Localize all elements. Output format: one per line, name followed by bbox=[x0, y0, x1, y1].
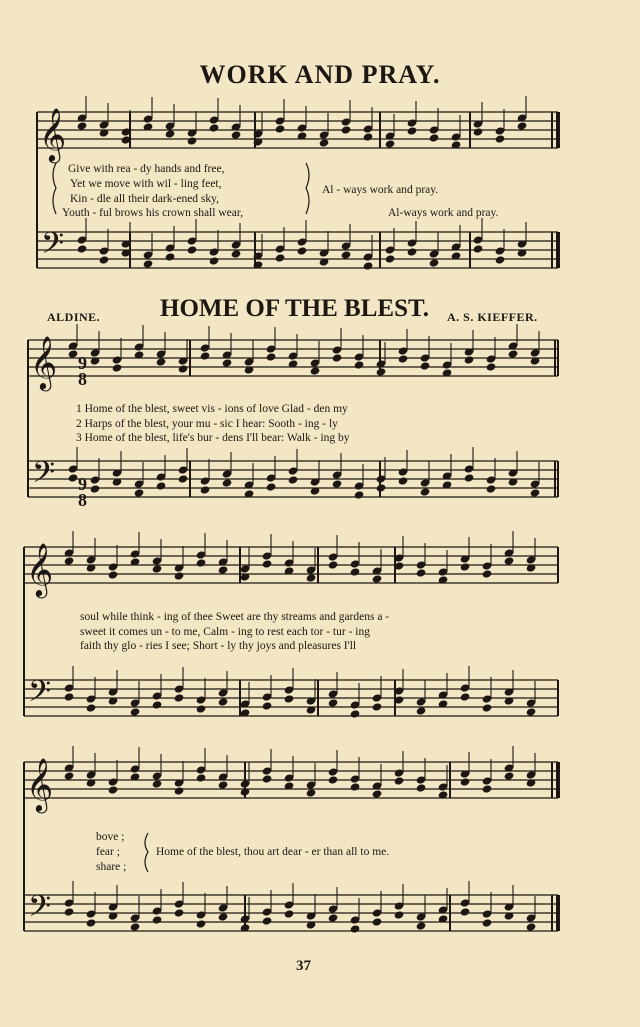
treble-note bbox=[231, 130, 242, 139]
treble-note bbox=[306, 788, 317, 797]
bass-note bbox=[218, 697, 229, 706]
bass-note bbox=[152, 700, 163, 709]
bass-note bbox=[394, 910, 405, 919]
bass-note bbox=[266, 482, 277, 491]
treble-note bbox=[108, 785, 119, 794]
bass-note bbox=[495, 255, 506, 264]
bass-note bbox=[99, 255, 110, 264]
treble-note bbox=[196, 773, 207, 782]
treble-clef: 𝄞 bbox=[39, 107, 67, 161]
bass-note bbox=[86, 918, 97, 927]
bass-note bbox=[332, 479, 343, 488]
bass-note bbox=[134, 488, 145, 497]
treble-note bbox=[306, 573, 317, 582]
bass-note bbox=[288, 475, 299, 484]
bass-note bbox=[222, 478, 233, 487]
bass-note bbox=[143, 259, 154, 268]
bass-note bbox=[354, 490, 365, 499]
treble-note bbox=[350, 567, 361, 576]
bass-note bbox=[200, 485, 211, 494]
treble-note bbox=[178, 364, 189, 373]
bass-note bbox=[473, 244, 484, 253]
treble-note bbox=[363, 132, 374, 141]
bass-note bbox=[464, 473, 475, 482]
treble-note bbox=[416, 783, 427, 792]
treble-note bbox=[341, 125, 352, 134]
bass-note bbox=[231, 249, 242, 258]
verse-brace-2 bbox=[306, 163, 309, 214]
hymn2-tune-name: ALDINE. bbox=[47, 310, 101, 324]
treble-note bbox=[200, 351, 211, 360]
bass-note bbox=[275, 253, 286, 262]
hymn2-ending-3: share ; bbox=[96, 861, 127, 873]
treble-note bbox=[482, 784, 493, 793]
bass-note bbox=[363, 261, 374, 270]
treble-note bbox=[319, 138, 330, 147]
bass-note bbox=[86, 703, 97, 712]
treble-note bbox=[156, 357, 167, 366]
treble-note bbox=[112, 363, 123, 372]
bass-note bbox=[350, 924, 361, 933]
treble-note bbox=[486, 362, 497, 371]
bass-note bbox=[482, 703, 493, 712]
treble-note bbox=[495, 134, 506, 143]
bass-note bbox=[385, 254, 396, 263]
treble-note bbox=[416, 568, 427, 577]
treble-note bbox=[372, 574, 383, 583]
hymn1-verse-3: Kin - dle all their dark-ened sky, bbox=[70, 193, 220, 205]
treble-note bbox=[64, 771, 75, 780]
treble-note bbox=[209, 123, 220, 132]
hymn2-ending-1: bove ; bbox=[96, 831, 125, 843]
treble-note bbox=[77, 121, 88, 130]
bass-note bbox=[486, 484, 497, 493]
hymn1-refrain-2: Al-ways work and pray. bbox=[388, 207, 499, 219]
hymn2-sys2-verse-3: faith thy glo - ries I see; Short - ly thy joys and pleasures I'll bbox=[80, 640, 357, 652]
treble-note bbox=[196, 558, 207, 567]
bass-note bbox=[64, 692, 75, 701]
bass-note bbox=[178, 474, 189, 483]
bass-note bbox=[284, 909, 295, 918]
treble-note bbox=[262, 559, 273, 568]
treble-note bbox=[64, 556, 75, 565]
treble-note bbox=[482, 569, 493, 578]
treble-note bbox=[504, 771, 515, 780]
hymn2-composer: A. S. KIEFFER. bbox=[447, 310, 538, 324]
treble-note bbox=[275, 124, 286, 133]
bass-note bbox=[372, 702, 383, 711]
treble-note bbox=[508, 349, 519, 358]
treble-note bbox=[328, 560, 339, 569]
bass-note bbox=[297, 246, 308, 255]
bass-note bbox=[196, 704, 207, 713]
bass-note bbox=[420, 487, 431, 496]
bass-note bbox=[460, 692, 471, 701]
bass-clef: 𝄢 bbox=[28, 890, 52, 931]
bass-note bbox=[350, 709, 361, 718]
treble-note bbox=[460, 777, 471, 786]
treble-note bbox=[350, 782, 361, 791]
treble-clef: 𝄞 bbox=[26, 542, 54, 596]
time-signature-digit: 8 bbox=[78, 490, 87, 510]
bass-note bbox=[416, 706, 427, 715]
treble-note bbox=[372, 789, 383, 798]
bass-note bbox=[174, 908, 185, 917]
bass-note bbox=[372, 917, 383, 926]
bass-note bbox=[187, 245, 198, 254]
treble-note bbox=[310, 366, 321, 375]
treble-note bbox=[68, 349, 79, 358]
treble-note bbox=[174, 571, 185, 580]
treble-note bbox=[473, 127, 484, 136]
hymn2-refrain: Home of the blest, thou art dear - er than all to me. bbox=[156, 846, 390, 858]
hymn2-sys1-verse-3: 3 Home of the blest, life's bur - dens I'll bear: Walk - ing by bbox=[76, 432, 350, 444]
bass-note bbox=[526, 922, 537, 931]
bass-note bbox=[482, 918, 493, 927]
hymn2-sys1-verse-2: 2 Harps of the blest, your mu - sic I hear: Sooth - ing - ly bbox=[76, 418, 338, 430]
treble-note bbox=[354, 360, 365, 369]
time-signature-digit: 9 bbox=[78, 353, 87, 373]
bass-note bbox=[90, 484, 101, 493]
treble-note bbox=[420, 361, 431, 370]
hymn2-sys2-verse-2: sweet it comes un - to me, Calm - ing to rest each tor - tur - ing bbox=[80, 626, 370, 638]
ending-brace bbox=[145, 833, 148, 872]
treble-note bbox=[460, 562, 471, 571]
treble-note bbox=[398, 354, 409, 363]
hymn2-ending-2: fear ; bbox=[96, 846, 120, 858]
treble-note bbox=[394, 776, 405, 785]
treble-clef: 𝄞 bbox=[26, 757, 54, 811]
treble-note bbox=[174, 786, 185, 795]
bass-note bbox=[284, 694, 295, 703]
treble-note bbox=[429, 133, 440, 142]
bass-note bbox=[262, 701, 273, 710]
treble-note bbox=[504, 556, 515, 565]
bass-note bbox=[341, 250, 352, 259]
treble-note bbox=[328, 775, 339, 784]
bass-note bbox=[376, 483, 387, 492]
treble-note bbox=[262, 774, 273, 783]
hymn1-title: WORK AND PRAY. bbox=[199, 60, 441, 89]
time-signature-digit: 9 bbox=[78, 474, 87, 494]
bass-note bbox=[68, 473, 79, 482]
verse-brace-1 bbox=[53, 163, 56, 214]
treble-note bbox=[187, 136, 198, 145]
bass-note bbox=[328, 698, 339, 707]
bass-note bbox=[416, 921, 427, 930]
treble-note bbox=[165, 129, 176, 138]
bass-note bbox=[209, 256, 220, 265]
bass-note bbox=[196, 919, 207, 928]
bass-clef: 𝄢 bbox=[32, 456, 56, 497]
treble-note bbox=[376, 367, 387, 376]
bass-note bbox=[152, 915, 163, 924]
bass-note bbox=[174, 693, 185, 702]
treble-note bbox=[218, 565, 229, 574]
treble-note bbox=[222, 358, 233, 367]
bass-note bbox=[526, 707, 537, 716]
page-number: 37 bbox=[296, 958, 311, 974]
treble-clef: 𝄞 bbox=[30, 335, 58, 389]
bass-note bbox=[156, 481, 167, 490]
bass-clef: 𝄢 bbox=[41, 227, 65, 268]
bass-note bbox=[460, 907, 471, 916]
bass-clef: 𝄢 bbox=[28, 675, 52, 716]
bass-note bbox=[328, 913, 339, 922]
treble-note bbox=[332, 353, 343, 362]
treble-note bbox=[464, 355, 475, 364]
bass-note bbox=[429, 258, 440, 267]
bass-note bbox=[130, 707, 141, 716]
bass-note bbox=[398, 476, 409, 485]
treble-note bbox=[152, 779, 163, 788]
hymn2-title: HOME OF THE BLEST. bbox=[160, 295, 430, 322]
bass-note bbox=[218, 912, 229, 921]
bass-note bbox=[262, 916, 273, 925]
treble-note bbox=[385, 139, 396, 148]
treble-note bbox=[108, 570, 119, 579]
bass-note bbox=[407, 247, 418, 256]
treble-note bbox=[266, 352, 277, 361]
hymn2-sys2-verse-1: soul while think - ing of thee Sweet are thy streams and gardens a - bbox=[80, 611, 390, 623]
bass-note bbox=[64, 907, 75, 916]
hymn1-refrain-1: Al - ways work and pray. bbox=[322, 184, 439, 196]
bass-note bbox=[130, 922, 141, 931]
bass-note bbox=[77, 244, 88, 253]
treble-note bbox=[517, 121, 528, 130]
treble-note bbox=[152, 564, 163, 573]
hymn1-verse-1: Give with rea - dy hands and free, bbox=[68, 163, 225, 175]
hymn2-sys1-verse-1: 1 Home of the blest, sweet vis - ions of love Glad - den my bbox=[76, 403, 348, 415]
bass-note bbox=[530, 488, 541, 497]
hymn1-verse-2: Yet we move with wil - ling feet, bbox=[70, 178, 222, 190]
time-signature-digit: 8 bbox=[78, 369, 87, 389]
hymn1-verse-4: Youth - ful brows his crown shall wear, bbox=[62, 207, 244, 219]
treble-note bbox=[407, 126, 418, 135]
treble-note bbox=[218, 780, 229, 789]
bass-note bbox=[165, 252, 176, 261]
